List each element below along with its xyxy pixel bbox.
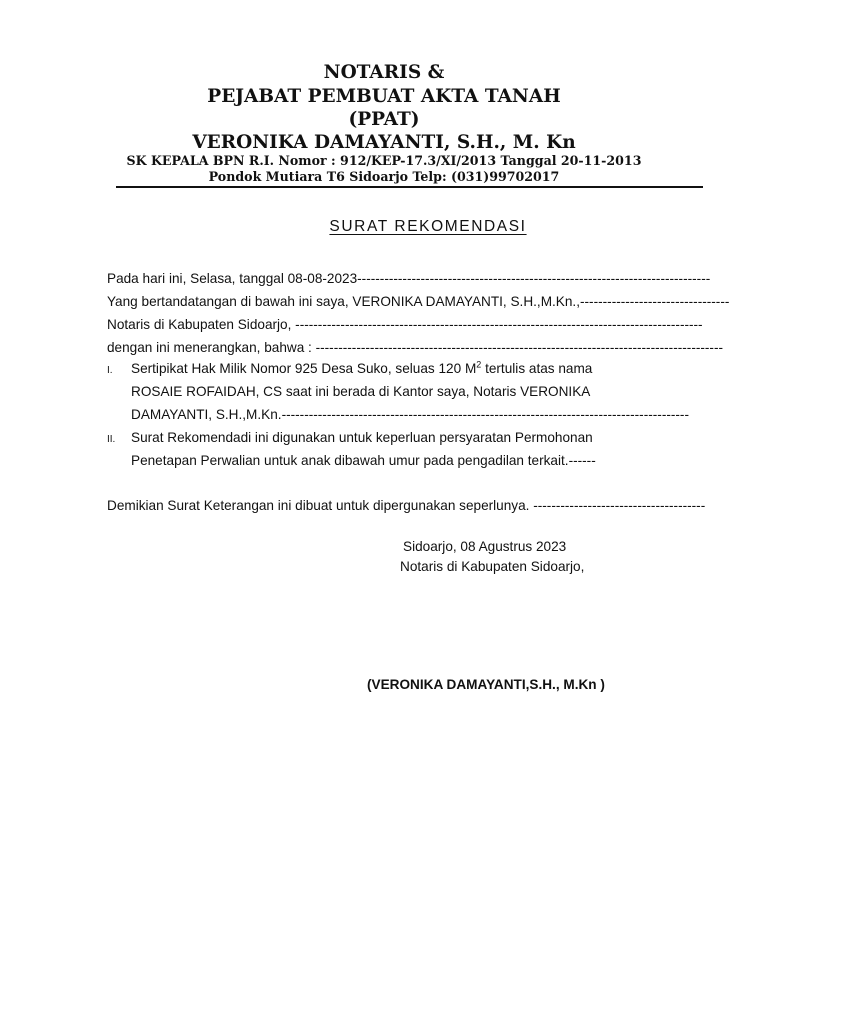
item-2-line-1: Surat Rekomendadi ini digunakan untuk keperluan persyaratan Permohonan bbox=[131, 430, 593, 445]
letterhead-sk-number: SK KEPALA BPN R.I. Nomor : 912/KEP-17.3/XI/2013 Tanggal 20-11-2013 bbox=[126, 153, 642, 168]
item-marker: II. bbox=[107, 434, 116, 445]
item-marker: I. bbox=[107, 365, 113, 376]
item-1-line-2: ROSAIE ROFAIDAH, CS saat ini berada di Kantor saya, Notaris VERONIKA bbox=[131, 384, 591, 399]
body-line-office: Notaris di Kabupaten Sidoarjo, ------------------------------------------------------------------------------------------ bbox=[107, 317, 703, 332]
signature-position: Notaris di Kabupaten Sidoarjo, bbox=[400, 559, 585, 574]
letterhead-notaris: NOTARIS & bbox=[323, 62, 445, 83]
signature-place-date: Sidoarjo, 08 Agustrus 2023 bbox=[403, 539, 567, 554]
item-1-line-1: Sertipikat Hak Milik Nomor 925 Desa Suko, seluas 120 $M^2$ tertulis atas nama bbox=[131, 359, 593, 376]
letterhead-ppat-abbr: (PPAT) bbox=[348, 109, 420, 130]
body-line-statement: dengan ini menerangkan, bahwa : ------------------------------------------------------------------------------------------ bbox=[107, 340, 724, 355]
letterhead-notary-name: VERONIKA DAMAYANTI, S.H., M. Kn bbox=[192, 132, 576, 153]
body-line-signatory: Yang bertandatangan di bawah ini saya, VERONIKA DAMAYANTI, S.H.,M.Kn.,--------------------------------- bbox=[107, 294, 730, 309]
item-1-line-3: DAMAYANTI, S.H.,M.Kn.------------------------------------------------------------------------------------------ bbox=[131, 407, 689, 422]
letterhead-address: Pondok Mutiara T6 Sidoarjo Telp: (031)99702017 bbox=[208, 169, 560, 184]
body-line-date: Pada hari ini, Selasa, tanggal 08-08-2023------------------------------------------------------------------------------ bbox=[107, 271, 711, 286]
letterhead-ppat-full: PEJABAT PEMBUAT AKTA TANAH bbox=[207, 86, 561, 107]
letterhead-divider bbox=[116, 186, 703, 188]
signature-name: (VERONIKA DAMAYANTI,S.H., M.Kn ) bbox=[367, 677, 605, 692]
document-title: SURAT REKOMENDASI bbox=[329, 218, 527, 235]
closing-statement: Demikian Surat Keterangan ini dibuat untuk dipergunakan seperlunya. -------------------------------------- bbox=[107, 498, 706, 513]
item-2-line-2: Penetapan Perwalian untuk anak dibawah umur pada pengadilan terkait.------ bbox=[131, 453, 596, 468]
